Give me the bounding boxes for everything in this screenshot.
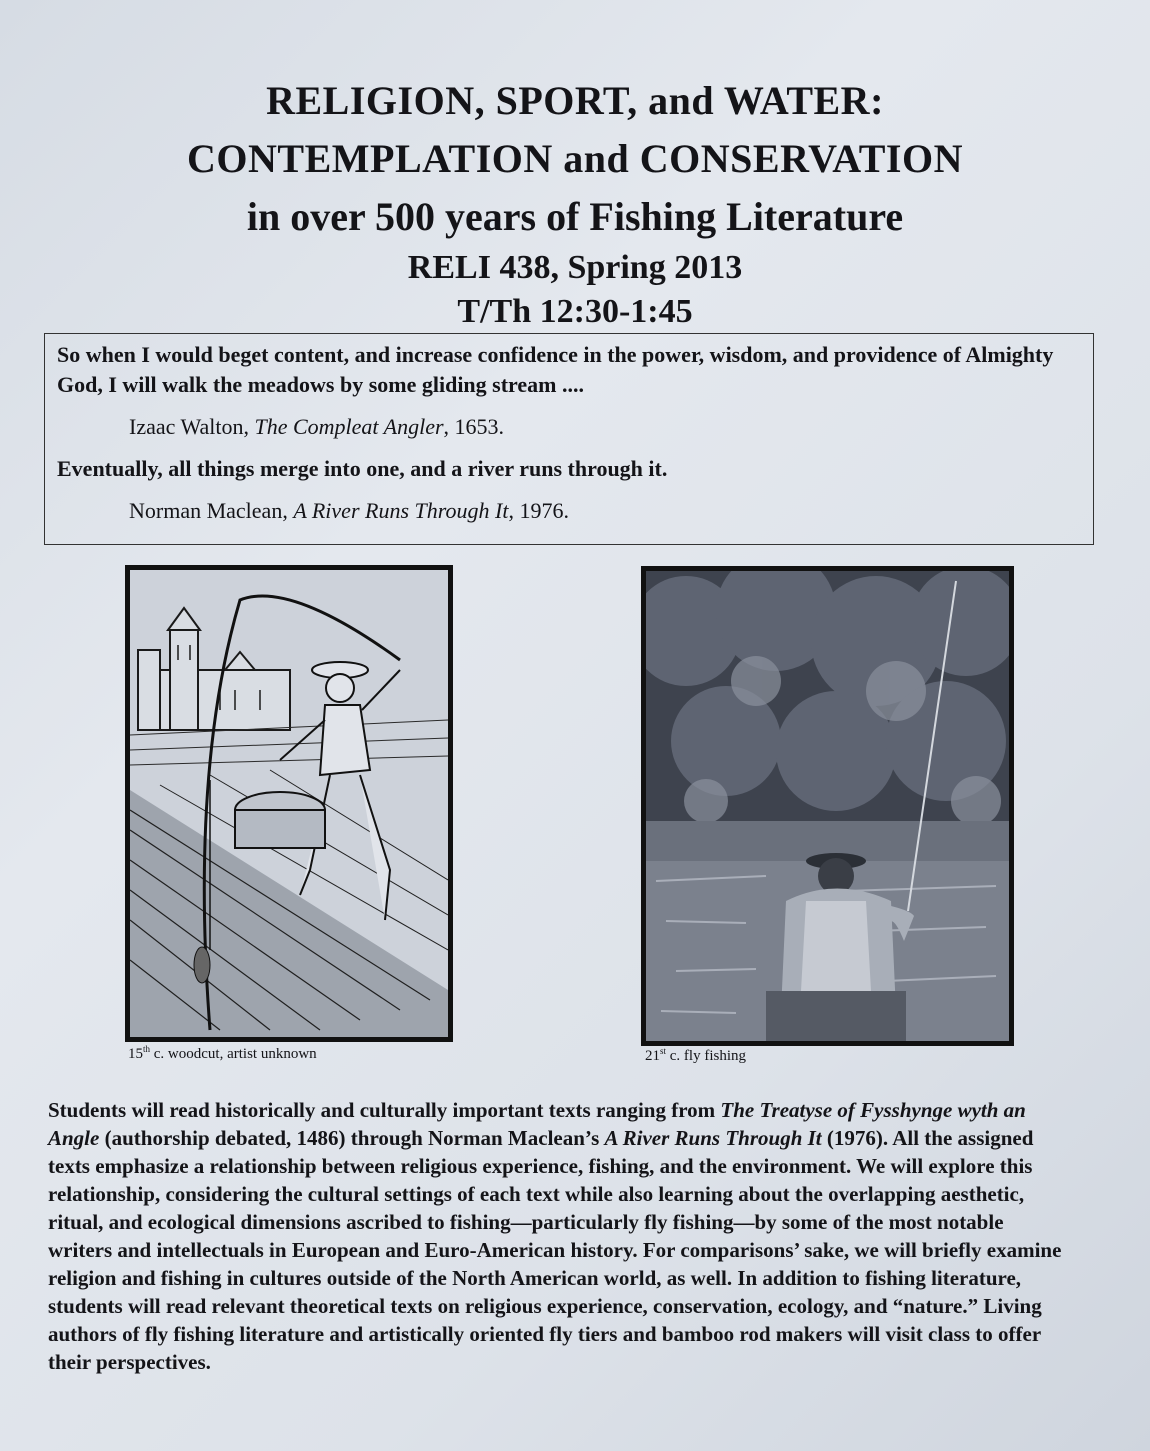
desc-part-2: (authorship debated, 1486) through Norman Maclean’s (99, 1126, 605, 1150)
walton-work: The Compleat Angler (254, 414, 444, 439)
woodcut-image (125, 565, 453, 1042)
caption2-text: c. fly fishing (666, 1048, 747, 1064)
maclean-author: Norman Maclean, (129, 498, 294, 523)
desc-title-treatyse: The Treatyse of Fysshynge wyth an Angle (48, 1098, 1026, 1150)
class-time: T/Th 12:30-1:45 (457, 293, 693, 330)
walton-year: , 1653. (443, 414, 505, 439)
title-block (0, 72, 1150, 334)
quote-maclean: Eventually, all things merge into one, and a river runs through it. (57, 456, 668, 481)
woodcut-caption (128, 1044, 317, 1063)
caption1-text: c. woodcut, artist unknown (150, 1046, 317, 1062)
maclean-work: A River Runs Through It (293, 498, 509, 523)
photo-caption (645, 1046, 746, 1065)
maclean-year: , 1976. (508, 498, 569, 523)
caption2-number: 21 (645, 1048, 660, 1064)
title-line-1: RELIGION, SPORT, and WATER: (266, 78, 884, 123)
title-line-2: CONTEMPLATION and CONSERVATION (187, 136, 963, 181)
quote-walton: So when I would beget content, and increase confidence in the power, wisdom, and providence of Almighty God, I will walk the meadows by some gliding stream .... (57, 342, 1054, 397)
course-code: RELI 438, Spring 2013 (407, 249, 743, 286)
title-line-3: in over 500 years of Fishing Literature (246, 194, 904, 239)
desc-part-3: (1976). All the assigned texts emphasize a relationship between religious experience, fishing, and the environment. We will explore this relationship, considering the cultural settings of each text while also learning about the overlapping aesthetic, ritual, and ecological dimensions ascribed to fishing—particularly fly fishing—by some of the most notable writers and intellectuals in European and Euro-American history. For comparisons’ sake, we will briefly examine religion and fishing in cultures outside of the North American world, as well. In addition to fishing literature, students will read relevant theoretical texts on religious experience, conservation, ecology, and “nature.” Living authors of fly fishing literature and artistically oriented fly tiers and bamboo rod makers will visit class to offer their perspectives. (48, 1126, 1062, 1374)
fly-fishing-photo (641, 566, 1014, 1046)
woodcut-illustration (130, 570, 448, 1037)
desc-part-1: Students will read historically and culturally important texts ranging from (48, 1098, 721, 1122)
caption1-suffix: th (143, 1044, 151, 1054)
course-description (48, 1096, 1068, 1376)
quote-walton-attribution (129, 412, 1081, 442)
caption2-suffix: st (660, 1046, 667, 1056)
quote-maclean-attribution (129, 496, 1081, 526)
fly-fishing-illustration (646, 571, 1009, 1041)
desc-title-river: A River Runs Through It (604, 1126, 822, 1150)
quote-box (44, 333, 1094, 545)
caption1-number: 15 (128, 1046, 143, 1062)
walton-author: Izaac Walton, (129, 414, 255, 439)
